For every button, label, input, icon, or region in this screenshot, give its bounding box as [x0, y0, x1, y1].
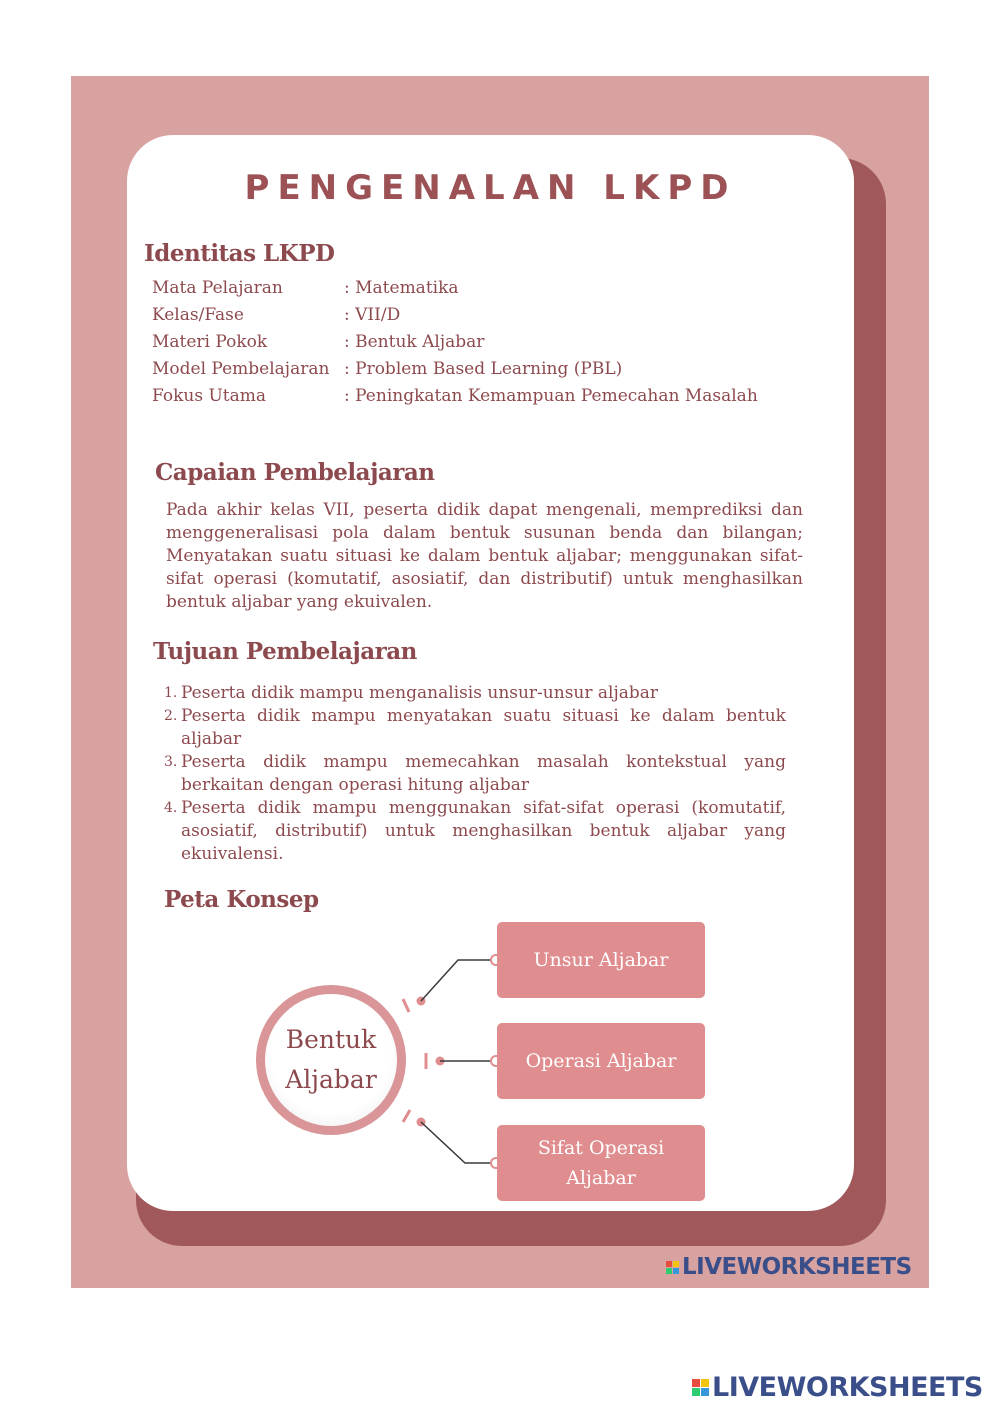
- list-text: Peserta didik mampu menggunakan sifat-sifat operasi (komutatif, asosiatif, distributif) untuk menghasilkan bentuk aljabar yang ekuivalensi.: [181, 798, 786, 864]
- list-number: 3.: [164, 754, 178, 770]
- list-text: Peserta didik mampu menganalisis unsur-unsur aljabar: [181, 683, 659, 703]
- concept-center-node: [256, 985, 406, 1135]
- identitas-heading: Identitas LKPD: [144, 240, 335, 267]
- concept-box-operasi: [497, 1023, 705, 1099]
- concept-box-unsur: [497, 922, 705, 998]
- list-number: 2.: [164, 708, 178, 724]
- concept-box-label: Operasi Aljabar: [525, 1050, 677, 1072]
- identitas-label: Fokus Utama: [152, 386, 267, 406]
- tick-mark: [403, 1110, 410, 1122]
- tujuan-heading: Tujuan Pembelajaran: [153, 638, 417, 665]
- liveworksheets-logo-icon: [692, 1379, 709, 1396]
- watermark-text: LIVEWORKSHEETS: [712, 1372, 983, 1403]
- watermark-inner: [666, 1254, 912, 1280]
- tick-mark: [403, 999, 409, 1012]
- connector-line: [421, 960, 496, 1001]
- concept-box-sifat: [497, 1125, 705, 1201]
- concept-box-label: Unsur Aljabar: [533, 949, 669, 971]
- identitas-value: : Matematika: [344, 278, 459, 298]
- concept-box-label-line2: Aljabar: [566, 1167, 636, 1189]
- page-title: PENGENALAN LKPD: [244, 168, 737, 208]
- identitas-label: Model Pembelajaran: [152, 359, 330, 379]
- watermark-footer: [692, 1372, 983, 1403]
- identitas-label: Materi Pokok: [152, 332, 268, 352]
- connector-line: [421, 1122, 496, 1163]
- capaian-heading: Capaian Pembelajaran: [155, 459, 435, 486]
- list-text: Peserta didik mampu menyatakan suatu situasi ke dalam bentuk aljabar: [181, 706, 786, 749]
- center-line-1: Bentuk: [285, 1025, 377, 1054]
- identitas-label: Kelas/Fase: [152, 305, 244, 325]
- concept-box-label-line1: Sifat Operasi: [537, 1137, 665, 1159]
- center-line-2: Aljabar: [285, 1065, 377, 1094]
- list-number: 4.: [164, 800, 178, 816]
- liveworksheets-logo-icon: [666, 1261, 679, 1274]
- identitas-value: : VII/D: [344, 305, 401, 325]
- identitas-value: : Bentuk Aljabar: [344, 332, 485, 352]
- identitas-value: : Peningkatan Kemampuan Pemecahan Masalah: [344, 386, 758, 406]
- identitas-value: : Problem Based Learning (PBL): [344, 359, 623, 379]
- capaian-paragraph: Pada akhir kelas VII, peserta didik dapat mengenali, memprediksi dan menggeneralisasi pola dalam bentuk susunan benda dan bilangan; Menyatakan suatu situasi ke dalam bentuk aljabar; menggunakan sifat-sifat operasi (komutatif, asosiatif, dan distributif) untuk menghasilkan bentuk aljabar yang ekuivalen.: [166, 500, 803, 612]
- identitas-label: Mata Pelajaran: [152, 278, 283, 298]
- watermark-text: LIVEWORKSHEETS: [682, 1254, 912, 1280]
- list-number: 1.: [164, 685, 178, 701]
- peta-heading: Peta Konsep: [164, 886, 319, 913]
- list-text: Peserta didik mampu memecahkan masalah kontekstual yang berkaitan dengan operasi hitung aljabar: [181, 752, 786, 795]
